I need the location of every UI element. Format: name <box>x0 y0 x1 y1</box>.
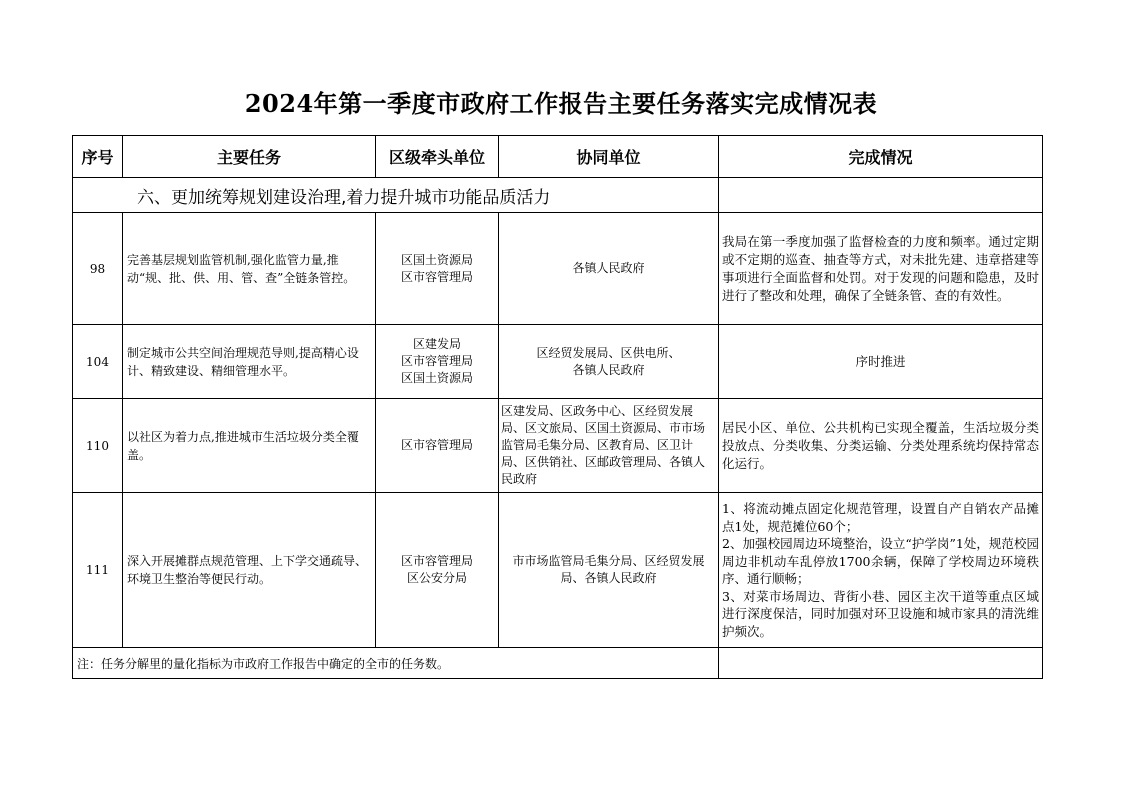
row-lead-unit: 区建发局 区市容管理局 区国土资源局 <box>376 325 499 399</box>
header-status: 完成情况 <box>719 136 1043 178</box>
row-lead-unit: 区国土资源局 区市容管理局 <box>376 213 499 325</box>
row-task: 完善基层规划监管机制,强化监管力量,推动“规、批、供、用、管、查”全链条管控。 <box>123 213 376 325</box>
row-seq: 98 <box>73 213 123 325</box>
header-lead-unit: 区级牵头单位 <box>376 136 499 178</box>
row-lead-unit: 区市容管理局 <box>376 399 499 493</box>
header-coop-unit: 协同单位 <box>499 136 719 178</box>
table-header-row <box>73 136 1043 178</box>
section-title: 六、更加统筹规划建设治理,着力提升城市功能品质活力 <box>73 178 719 213</box>
header-task: 主要任务 <box>123 136 376 178</box>
row-seq: 111 <box>73 493 123 648</box>
footnote: 注：任务分解里的量化指标为市政府工作报告中确定的全市的任务数。 <box>73 648 719 679</box>
row-status: 我局在第一季度加强了监督检查的力度和频率。通过定期或不定期的巡查、抽查等方式，对未批先建、违章搭建等事项进行全面监督和处罚。对于发现的问题和隐患，及时进行了整改和处理，确保了全链条管、查的有效性。 <box>719 213 1043 325</box>
row-status: 序时推进 <box>719 325 1043 399</box>
note-row <box>73 648 1043 679</box>
row-seq: 104 <box>73 325 123 399</box>
header-seq: 序号 <box>73 136 123 178</box>
note-empty-cell <box>719 648 1043 679</box>
table-row <box>73 399 1043 493</box>
row-task: 以社区为着力点,推进城市生活垃圾分类全覆盖。 <box>123 399 376 493</box>
table-row <box>73 493 1043 648</box>
section-empty-cell <box>719 178 1043 213</box>
row-coop-unit: 区建发局、区政务中心、区经贸发展局、区文旅局、区国土资源局、市市场监管局毛集分局、区教育局、区卫计局、区供销社、区邮政管理局、各镇人民政府 <box>499 399 719 493</box>
row-coop-unit: 区经贸发展局、区供电所、 各镇人民政府 <box>499 325 719 399</box>
section-row <box>73 178 1043 213</box>
page-title: 2024年第一季度市政府工作报告主要任务落实完成情况表 <box>244 89 878 118</box>
task-table <box>72 135 1043 679</box>
row-seq: 110 <box>73 399 123 493</box>
row-status: 1、将流动摊点固定化规范管理，设置自产自销农产品摊点1处，规范摊位60个； 2、加强校园周边环境整治，设立“护学岗”1处，规范校园周边非机动车乱停放1700余辆，保障了学校周边环境秩序、通行顺畅； 3、对菜市场周边、背街小巷、园区主次干道等重点区域进行深度保洁，同时加强对环卫设施和城市家具的清洗维护频次。 <box>719 493 1043 648</box>
row-coop-unit: 各镇人民政府 <box>499 213 719 325</box>
table-row <box>73 213 1043 325</box>
row-status: 居民小区、单位、公共机构已实现全覆盖，生活垃圾分类投放点、分类收集、分类运输、分类处理系统均保持常态化运行。 <box>719 399 1043 493</box>
row-task: 深入开展摊群点规范管理、上下学交通疏导、环境卫生整治等便民行动。 <box>123 493 376 648</box>
table-row <box>73 325 1043 399</box>
row-coop-unit: 市市场监管局毛集分局、区经贸发展局、各镇人民政府 <box>499 493 719 648</box>
row-lead-unit: 区市容管理局 区公安分局 <box>376 493 499 648</box>
row-task: 制定城市公共空间治理规范导则,提高精心设计、精致建设、精细管理水平。 <box>123 325 376 399</box>
